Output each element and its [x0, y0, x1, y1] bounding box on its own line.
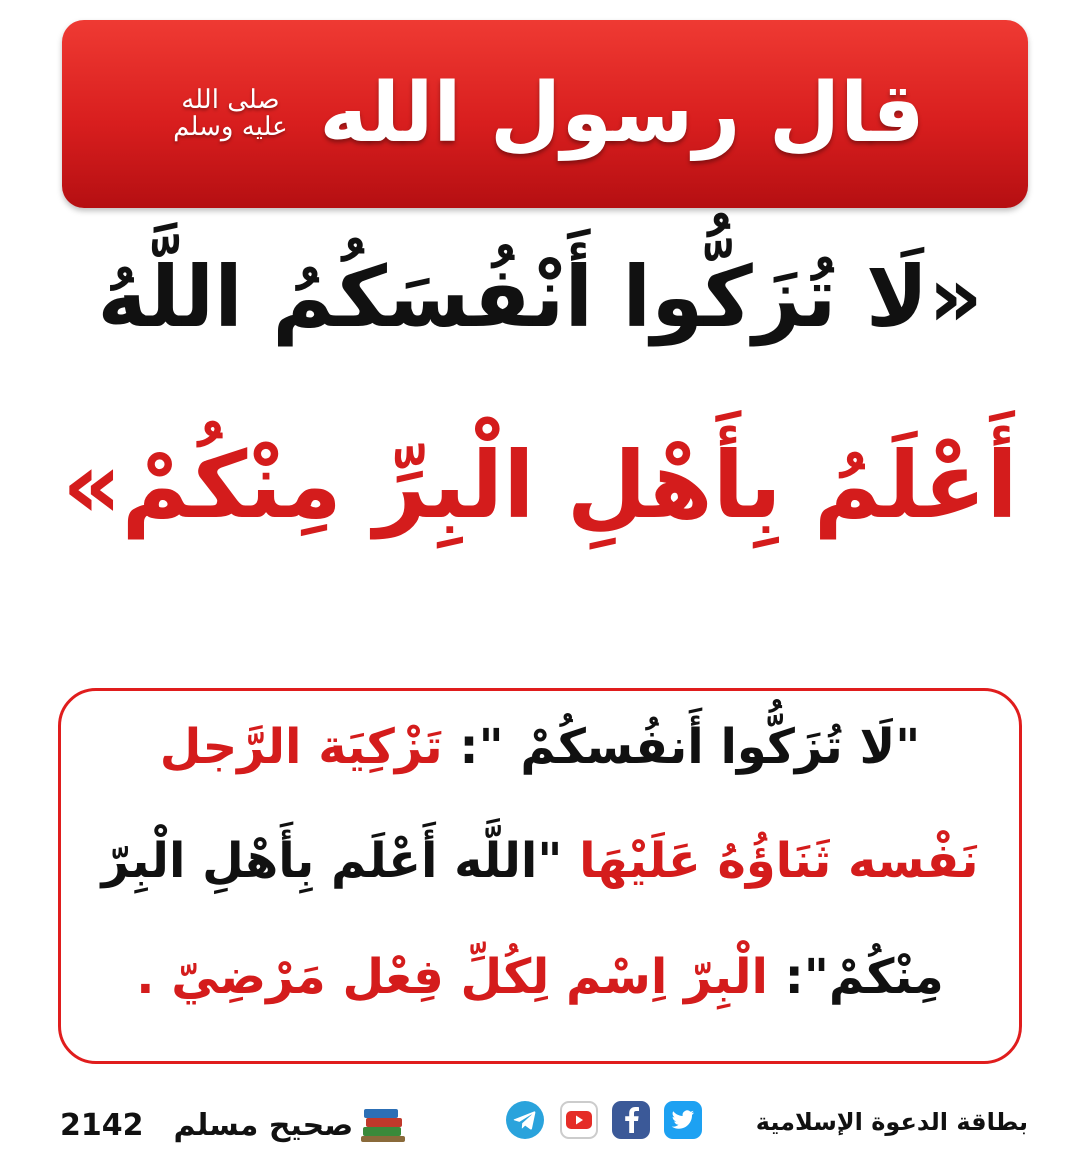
explanation-term-1: "لَا تُزَكُّوا أَنفُسكُمْ ":	[442, 719, 921, 775]
organization-name: بطاقة الدعوة الإسلامية	[755, 1108, 1028, 1136]
hadith-line-1: «لَا تُزَكُّوا أَنْفُسَكُمُ اللَّهُ	[97, 248, 983, 346]
explanation-row-2	[75, 833, 1005, 891]
salawat-calligraphy: صلى الله عليه وسلم	[173, 84, 288, 142]
header-title: قال رسول الله	[319, 66, 925, 161]
explanation-box	[58, 688, 1022, 1064]
explanation-meaning-1-cont: نَفْسه ثَنَاؤُهُ عَلَيْهَا	[579, 833, 979, 889]
twitter-icon[interactable]	[664, 1101, 702, 1139]
explanation-row-1	[75, 719, 1005, 777]
explanation-meaning-1: تَزْكِيَة الرَّجل	[159, 719, 443, 775]
youtube-icon[interactable]	[560, 1101, 598, 1139]
explanation-term-2: "اللَّه أَعْلَم بِأَهْلِ الْبِرّ	[101, 833, 580, 889]
hadith-line-2: أَعْلَمُ بِأَهْلِ الْبِرِّ مِنْكُمْ»	[62, 432, 1018, 539]
books-icon	[361, 1105, 405, 1145]
hadith-reference	[60, 1100, 405, 1150]
facebook-icon[interactable]	[612, 1101, 650, 1139]
telegram-icon[interactable]	[506, 1101, 544, 1139]
explanation-meaning-2: الْبِرّ اِسْم لِكُلِّ فِعْل مَرْضِيّ .	[136, 949, 768, 1005]
reference-source: صحيح مسلم	[173, 1107, 354, 1143]
explanation-term-2-cont: مِنْكُمْ":	[767, 949, 944, 1005]
explanation-row-3	[75, 949, 1005, 1007]
reference-number: 2142	[60, 1107, 144, 1143]
header-banner	[62, 20, 1028, 208]
